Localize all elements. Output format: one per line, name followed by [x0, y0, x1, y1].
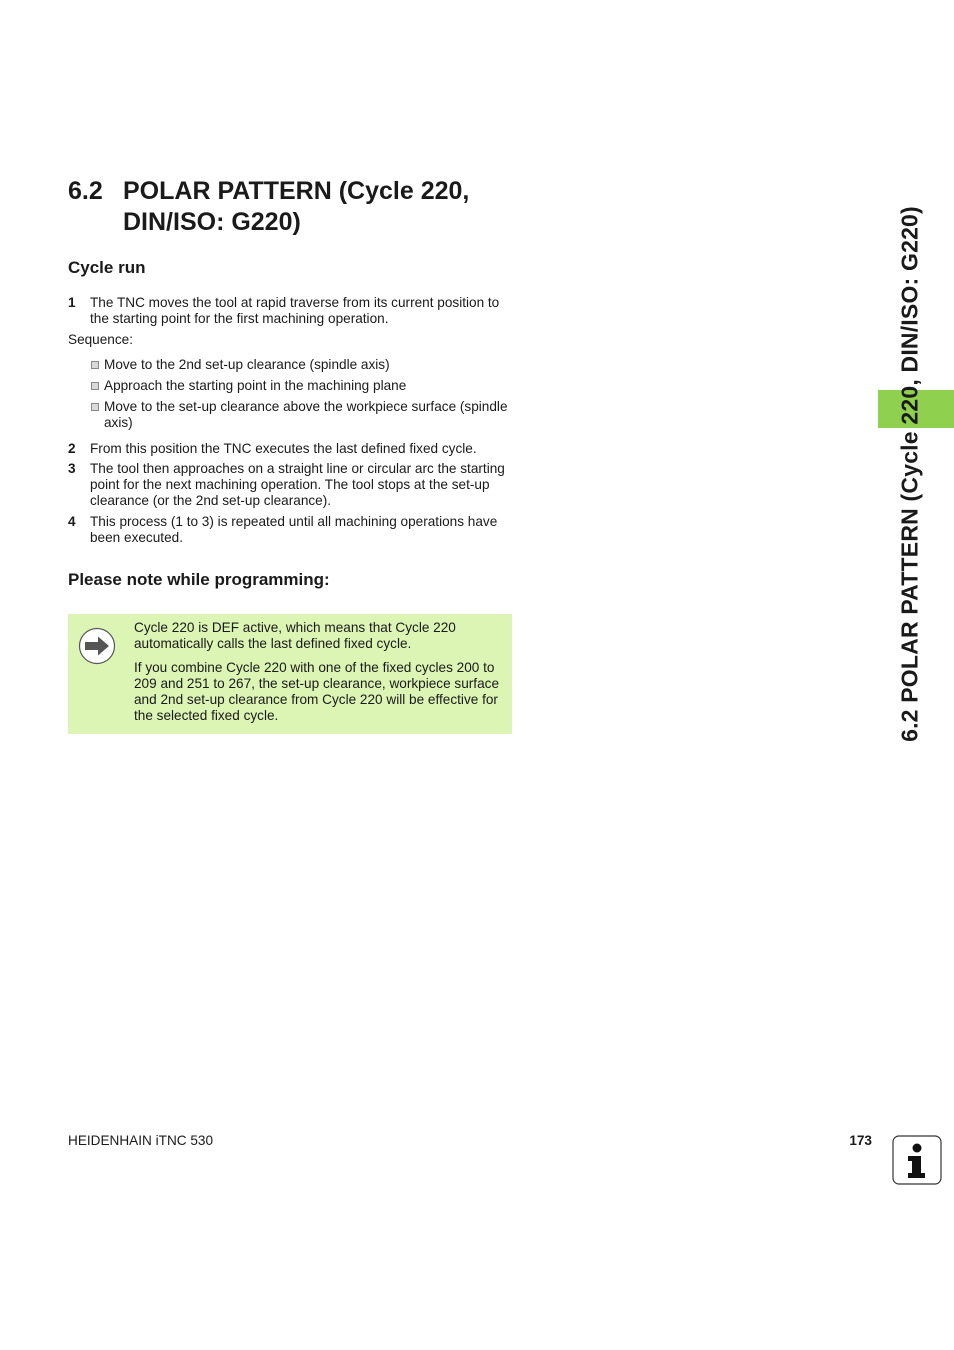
- info-icon: [892, 1135, 942, 1185]
- sequence-item-text: Approach the starting point in the machining plane: [104, 378, 407, 393]
- sequence-item: [91, 378, 511, 394]
- page-number: 173: [849, 1133, 872, 1148]
- section-heading: [68, 176, 528, 238]
- bullet-square-icon: [91, 361, 99, 369]
- step-number: 4: [68, 514, 76, 529]
- section-title: POLAR PATTERN (Cycle 220, DIN/ISO: G220): [123, 177, 470, 236]
- bullet-square-icon: [91, 403, 99, 411]
- step-text: From this position the TNC executes the last defined fixed cycle.: [90, 441, 477, 456]
- sequence-item: [91, 399, 511, 431]
- sequence-item: [91, 357, 511, 373]
- step-number: 2: [68, 441, 76, 456]
- bullet-square-icon: [91, 382, 99, 390]
- step-item: [68, 514, 513, 546]
- programming-notes-heading: Please note while programming:: [68, 570, 330, 589]
- step-text: The tool then approaches on a straight line or circular arc the starting point for the next machining operation. The tool stops at the set-up clearance (or the 2nd set-up clearance).: [90, 461, 505, 508]
- note-box: [68, 614, 512, 734]
- note-paragraph: If you combine Cycle 220 with one of the fixed cycles 200 to 209 and 251 to 267, the set-up clearance, workpiece surface and 2nd set-up clearance from Cycle 220 will be effective for the selected fixed cycle.: [134, 660, 500, 723]
- sequence-item-text: Move to the set-up clearance above the workpiece surface (spindle axis): [104, 399, 508, 430]
- step-number: 1: [68, 295, 76, 310]
- step-text: This process (1 to 3) is repeated until all machining operations have been executed.: [90, 514, 498, 545]
- sequence-label: Sequence:: [68, 332, 134, 347]
- sequence-item-text: Move to the 2nd set-up clearance (spindle axis): [104, 357, 390, 372]
- note-text: [134, 620, 506, 732]
- step-number: 3: [68, 461, 76, 476]
- footer-manual-name: HEIDENHAIN iTNC 530: [68, 1133, 214, 1148]
- section-number: 6.2: [68, 177, 103, 205]
- step-item: [68, 441, 513, 457]
- arrow-right-icon: [78, 627, 116, 665]
- cycle-run-heading: Cycle run: [68, 258, 146, 277]
- step-item: [68, 295, 513, 327]
- side-running-title: 6.2 POLAR PATTERN (Cycle 220, DIN/ISO: G220): [896, 206, 923, 742]
- note-paragraph: Cycle 220 is DEF active, which means that Cycle 220 automatically calls the last defined fixed cycle.: [134, 620, 456, 651]
- step-text: The TNC moves the tool at rapid traverse from its current position to the starting point for the first machining operation.: [90, 295, 500, 326]
- step-item: [68, 461, 513, 509]
